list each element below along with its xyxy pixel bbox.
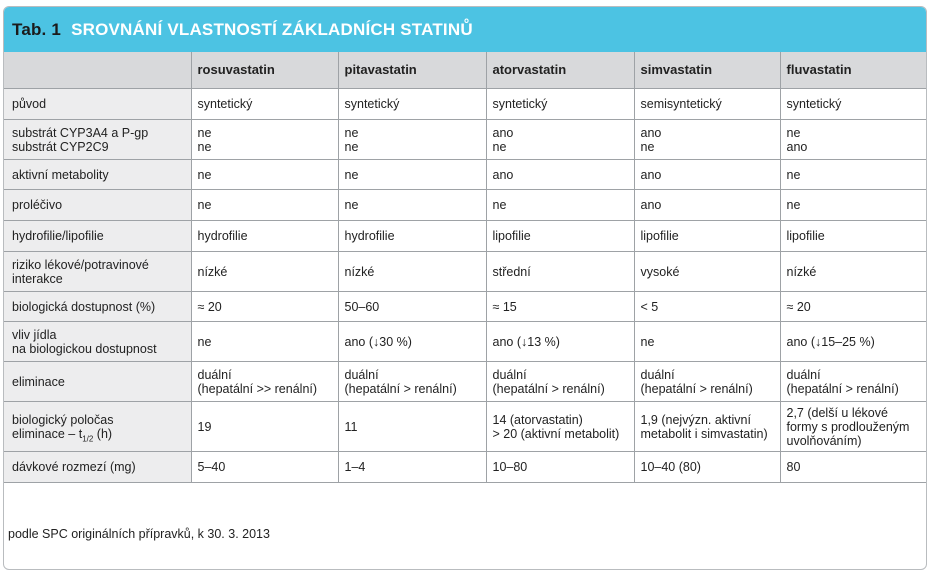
cell-line: lipofilie bbox=[786, 229, 825, 243]
table-cell bbox=[634, 160, 780, 190]
table-title-bar bbox=[4, 7, 926, 52]
table-cell bbox=[780, 190, 926, 221]
table-cell bbox=[486, 292, 634, 322]
table-cell bbox=[780, 252, 926, 292]
row-label-cell bbox=[4, 452, 191, 483]
cell-line: syntetický bbox=[197, 97, 253, 111]
cell-line: ne bbox=[344, 167, 359, 182]
cell-line: ano bbox=[640, 125, 662, 140]
table-cell bbox=[338, 120, 486, 160]
table-cell bbox=[191, 160, 338, 190]
table-cell bbox=[780, 292, 926, 322]
cell-line: ne bbox=[197, 198, 212, 212]
row-label-line: proléčivo bbox=[12, 198, 63, 212]
header-cell-empty bbox=[4, 52, 191, 89]
table-cell bbox=[338, 322, 486, 362]
table-row bbox=[4, 292, 926, 322]
table-cell bbox=[486, 190, 634, 221]
cell-line: ne bbox=[640, 139, 655, 154]
cell-line: 1,9 (nejvýzn. aktivní bbox=[640, 412, 751, 427]
row-label-line: riziko lékové/potravinové bbox=[12, 257, 149, 272]
row-label-line: biologický poločas bbox=[12, 412, 114, 427]
spacer-cell bbox=[4, 483, 191, 513]
table-cell bbox=[634, 322, 780, 362]
table-row bbox=[4, 120, 926, 160]
cell-line: < 5 bbox=[640, 299, 659, 314]
cell-line: ano bbox=[786, 139, 808, 154]
table-cell bbox=[338, 221, 486, 252]
table-row bbox=[4, 402, 926, 452]
cell-line: 14 (atorvastatin) bbox=[492, 412, 583, 427]
row-label-line: substrát CYP3A4 a P-gp bbox=[12, 125, 149, 140]
header-cell-fluvastatin: fluvastatin bbox=[780, 52, 926, 89]
table-cell bbox=[634, 190, 780, 221]
table-cell bbox=[634, 252, 780, 292]
cell-line: 11 bbox=[344, 419, 358, 434]
cell-line: syntetický bbox=[786, 97, 842, 111]
footnote: podle SPC originálních přípravků, k 30. 3. 2013 bbox=[8, 527, 270, 541]
row-label-line: hydrofilie/lipofilie bbox=[12, 229, 104, 243]
cell-line: 50–60 bbox=[344, 299, 380, 314]
cell-line: ano bbox=[640, 198, 662, 212]
table-row bbox=[4, 252, 926, 292]
cell-line: duální bbox=[492, 367, 527, 382]
table-row bbox=[4, 362, 926, 402]
cell-line: ≈ 20 bbox=[786, 299, 811, 314]
table-cell bbox=[191, 292, 338, 322]
table-row bbox=[4, 190, 926, 221]
row-label-cell bbox=[4, 292, 191, 322]
cell-line: ne bbox=[197, 167, 212, 182]
table-cell bbox=[191, 120, 338, 160]
table-cell bbox=[780, 322, 926, 362]
cell-line: ano (↓13 %) bbox=[492, 334, 560, 349]
cell-line: duální bbox=[344, 367, 379, 382]
row-label-cell bbox=[4, 190, 191, 221]
table-cell bbox=[338, 362, 486, 402]
cell-line: uvolňováním) bbox=[786, 433, 862, 448]
table-row bbox=[4, 452, 926, 483]
spacer-cell bbox=[338, 483, 486, 513]
cell-line: > 20 (aktivní metabolit) bbox=[492, 426, 620, 441]
table-cell bbox=[191, 452, 338, 483]
row-label-line: dávkové rozmezí (mg) bbox=[12, 460, 136, 474]
table-cell bbox=[634, 362, 780, 402]
cell-line: formy s prodlouženým bbox=[786, 419, 910, 434]
row-label-line: biologická dostupnost (%) bbox=[12, 299, 156, 314]
table-cell bbox=[780, 221, 926, 252]
row-label-line: aktivní metabolity bbox=[12, 167, 109, 182]
cell-line: 19 bbox=[197, 419, 212, 434]
cell-line: 2,7 (delší u lékové bbox=[786, 405, 888, 420]
cell-line: nízké bbox=[344, 264, 375, 279]
table-cell bbox=[338, 402, 486, 452]
table-cell bbox=[486, 252, 634, 292]
table-cell bbox=[191, 322, 338, 362]
cell-line: (hepatální > renální) bbox=[344, 381, 457, 396]
cell-line: 10–80 bbox=[492, 460, 528, 474]
cell-line: syntetický bbox=[492, 97, 548, 111]
table-cell bbox=[780, 89, 926, 120]
cell-line: ne bbox=[786, 198, 801, 212]
table-cell bbox=[338, 190, 486, 221]
table-cell bbox=[191, 221, 338, 252]
cell-line: (hepatální > renální) bbox=[786, 381, 899, 396]
table-label: Tab. 1 bbox=[12, 19, 62, 39]
cell-line: ≈ 20 bbox=[197, 299, 222, 314]
cell-line: hydrofilie bbox=[344, 229, 395, 243]
row-label-line: substrát CYP2C9 bbox=[12, 139, 109, 154]
cell-line: 10–40 (80) bbox=[640, 460, 701, 474]
table-row bbox=[4, 322, 926, 362]
cell-line: ne bbox=[197, 139, 212, 154]
table-cell bbox=[486, 89, 634, 120]
table-cell bbox=[486, 362, 634, 402]
row-label-cell bbox=[4, 89, 191, 120]
table-cell bbox=[191, 252, 338, 292]
table-cell bbox=[634, 89, 780, 120]
table-cell bbox=[634, 452, 780, 483]
table-row bbox=[4, 160, 926, 190]
cell-line: syntetický bbox=[344, 97, 400, 111]
table-cell bbox=[634, 402, 780, 452]
cell-line: ano bbox=[492, 167, 514, 182]
table-cell bbox=[780, 362, 926, 402]
spacer-cell bbox=[634, 483, 780, 513]
header-cell-pitavastatin: pitavastatin bbox=[338, 52, 486, 89]
table-cell bbox=[486, 221, 634, 252]
cell-line: 1–4 bbox=[344, 460, 366, 474]
spacer-cell bbox=[191, 483, 338, 513]
row-label-line: vliv jídla bbox=[12, 327, 57, 342]
row-label-cell bbox=[4, 221, 191, 252]
table-cell bbox=[191, 89, 338, 120]
cell-line: (hepatální > renální) bbox=[640, 381, 753, 396]
row-label-line: původ bbox=[12, 97, 47, 111]
cell-line: ne bbox=[640, 334, 655, 349]
table-cell bbox=[486, 120, 634, 160]
cell-line: ano bbox=[640, 167, 662, 182]
cell-line: střední bbox=[492, 264, 531, 279]
table-body bbox=[4, 89, 926, 513]
row-label-cell bbox=[4, 252, 191, 292]
table-cell bbox=[486, 322, 634, 362]
table-title: SROVNÁNÍ VLASTNOSTÍ ZÁKLADNÍCH STATINŮ bbox=[71, 19, 473, 39]
table-cell bbox=[191, 402, 338, 452]
table-cell bbox=[486, 402, 634, 452]
cell-line: ≈ 15 bbox=[492, 299, 517, 314]
cell-line: semisyntetický bbox=[640, 97, 722, 111]
table-cell bbox=[780, 160, 926, 190]
cell-line: lipofilie bbox=[492, 229, 531, 243]
row-label-line: eliminace – t bbox=[12, 426, 83, 441]
row-label-subscript: 1/2 bbox=[82, 434, 94, 443]
table-cell bbox=[780, 452, 926, 483]
header-row bbox=[4, 52, 926, 89]
cell-line: (hepatální >> renální) bbox=[197, 381, 318, 396]
table-cell bbox=[486, 452, 634, 483]
row-label-cell bbox=[4, 160, 191, 190]
row-label-cell bbox=[4, 402, 191, 452]
row-label-cell bbox=[4, 362, 191, 402]
cell-line: ne bbox=[197, 334, 212, 349]
cell-line: ne bbox=[344, 198, 359, 212]
header-cell-atorvastatin: atorvastatin bbox=[486, 52, 634, 89]
cell-line: duální bbox=[786, 367, 821, 382]
cell-line: ne bbox=[492, 198, 507, 212]
table-cell bbox=[634, 221, 780, 252]
table-frame bbox=[3, 6, 927, 570]
spacer-cell bbox=[780, 483, 926, 513]
cell-line: ne bbox=[786, 125, 801, 140]
spacer-row bbox=[4, 483, 926, 513]
table-cell bbox=[191, 190, 338, 221]
cell-line: metabolit i simvastatin) bbox=[640, 426, 768, 441]
cell-line: ne bbox=[344, 139, 359, 154]
table-row bbox=[4, 221, 926, 252]
table-cell bbox=[338, 160, 486, 190]
header-cell-rosuvastatin: rosuvastatin bbox=[191, 52, 338, 89]
table-cell bbox=[780, 120, 926, 160]
cell-line: ano (↓30 %) bbox=[344, 334, 412, 349]
table-cell bbox=[780, 402, 926, 452]
spacer-cell bbox=[486, 483, 634, 513]
row-label-line: na biologickou dostupnost bbox=[12, 341, 157, 356]
cell-line: hydrofilie bbox=[197, 229, 248, 243]
cell-line: ne bbox=[786, 167, 801, 182]
cell-line: 80 bbox=[786, 460, 801, 474]
cell-line: ne bbox=[492, 139, 507, 154]
cell-line: nízké bbox=[197, 264, 228, 279]
cell-line: nízké bbox=[786, 264, 817, 279]
table-cell bbox=[486, 160, 634, 190]
row-label-line: eliminace bbox=[12, 374, 65, 389]
cell-line: vysoké bbox=[640, 264, 680, 279]
row-label-line: interakce bbox=[12, 271, 63, 286]
cell-line: ano bbox=[492, 125, 514, 140]
statins-table bbox=[4, 52, 926, 513]
header-cell-simvastatin: simvastatin bbox=[634, 52, 780, 89]
row-label-cell bbox=[4, 120, 191, 160]
table-cell bbox=[338, 252, 486, 292]
table-cell bbox=[634, 120, 780, 160]
cell-line: ne bbox=[197, 125, 212, 140]
table-row bbox=[4, 89, 926, 120]
cell-line: (hepatální > renální) bbox=[492, 381, 605, 396]
cell-line: lipofilie bbox=[640, 229, 679, 243]
table-cell bbox=[191, 362, 338, 402]
table-cell bbox=[338, 292, 486, 322]
cell-line: ne bbox=[344, 125, 359, 140]
table-cell bbox=[634, 292, 780, 322]
cell-line: ano (↓15–25 %) bbox=[786, 334, 875, 349]
row-label-suffix: (h) bbox=[93, 426, 113, 441]
cell-line: duální bbox=[197, 367, 232, 382]
table-cell bbox=[338, 89, 486, 120]
row-label-cell bbox=[4, 322, 191, 362]
cell-line: duální bbox=[640, 367, 675, 382]
cell-line: 5–40 bbox=[197, 460, 226, 474]
table-cell bbox=[338, 452, 486, 483]
